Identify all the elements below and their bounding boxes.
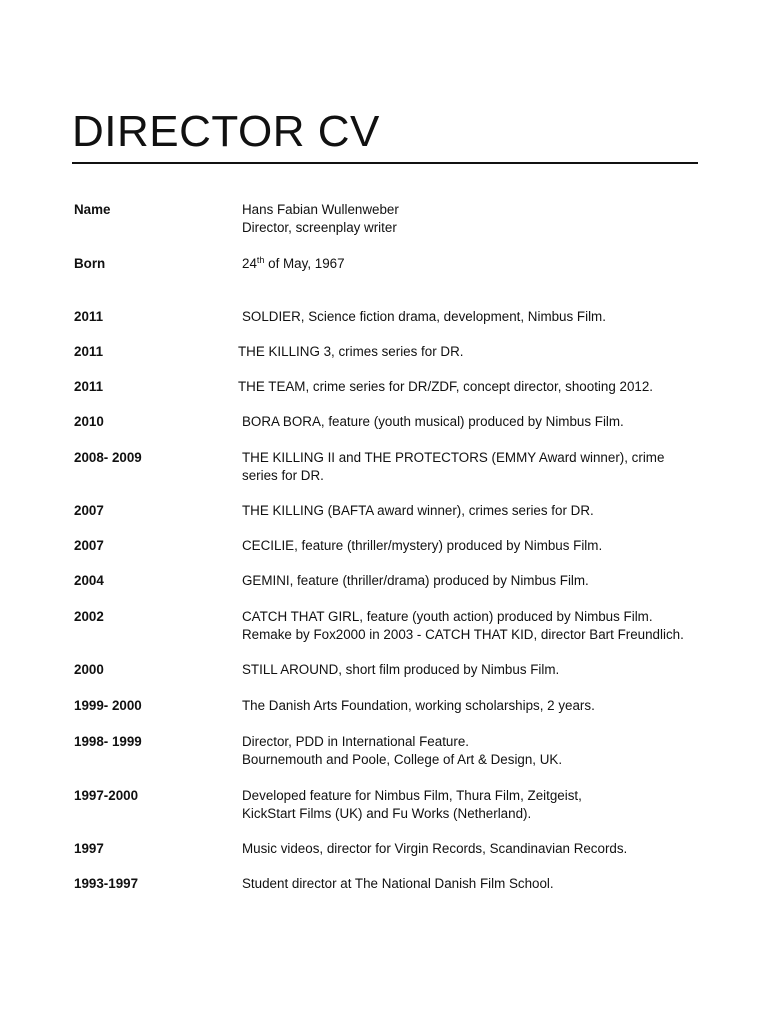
cv-row-name (74, 201, 714, 237)
cv-value: THE KILLING II and THE PROTECTORS (EMMY Award winner), crime series for DR. (242, 450, 665, 483)
cv-label: 1999- 2000 (74, 698, 142, 713)
cv-label: 2004 (74, 573, 104, 588)
cv-value: Developed feature for Nimbus Film, Thura Film, Zeitgeist, KickStart Films (UK) and Fu Works (Netherland). (242, 788, 582, 821)
cv-value: BORA BORA, feature (youth musical) produced by Nimbus Film. (242, 414, 624, 429)
cv-value: CECILIE, feature (thriller/mystery) produced by Nimbus Film. (242, 538, 603, 553)
cv-value: THE TEAM, crime series for DR/ZDF, concept director, shooting 2012. (238, 379, 654, 394)
cv-label: 2007 (74, 503, 104, 518)
cv-value: The Danish Arts Foundation, working scholarships, 2 years. (242, 698, 595, 713)
cv-row (74, 378, 714, 396)
cv-label: 1998- 1999 (74, 734, 142, 749)
cv-label: Name (74, 202, 111, 217)
cv-row-born (74, 255, 714, 273)
cv-label: 2000 (74, 662, 104, 677)
cv-row (74, 608, 714, 644)
title-divider (72, 162, 698, 164)
cv-label: 2011 (74, 344, 104, 359)
cv-label: 2010 (74, 414, 104, 429)
cv-row (74, 413, 714, 431)
cv-label: 2008- 2009 (74, 450, 142, 465)
born-day: 24 (242, 256, 257, 271)
cv-row (74, 875, 714, 893)
cv-value: THE KILLING (BAFTA award winner), crimes series for DR. (242, 503, 594, 518)
cv-row (74, 733, 714, 769)
cv-list (74, 201, 714, 893)
cv-value: CATCH THAT GIRL, feature (youth action) produced by Nimbus Film. Remake by Fox2000 in 2003 - CATCH THAT KID, director Bart Freundlich. (242, 609, 684, 642)
cv-row (74, 308, 714, 326)
cv-row (74, 572, 714, 590)
born-day-suffix: th (256, 255, 265, 265)
cv-row (74, 343, 714, 361)
cv-value: Student director at The National Danish Film School. (242, 876, 554, 891)
cv-row (74, 449, 714, 485)
cv-row (74, 502, 714, 520)
cv-value: Director, PDD in International Feature. Bournemouth and Poole, College of Art & Design, UK. (242, 734, 563, 767)
cv-label: Born (74, 256, 106, 271)
cv-value (242, 255, 714, 273)
page-title: DIRECTOR CV (72, 107, 380, 156)
cv-label: 2011 (74, 309, 104, 324)
cv-row (74, 697, 714, 715)
cv-value: Music videos, director for Virgin Records, Scandinavian Records. (242, 841, 628, 856)
cv-row (74, 537, 714, 555)
born-rest: of May, 1967 (264, 256, 345, 271)
cv-value: SOLDIER, Science fiction drama, development, Nimbus Film. (242, 309, 606, 324)
cv-label: 2007 (74, 538, 104, 553)
cv-row (74, 661, 714, 679)
cv-row (74, 787, 714, 823)
cv-label: 1997 (74, 841, 104, 856)
cv-value: THE KILLING 3, crimes series for DR. (238, 344, 464, 359)
cv-value: STILL AROUND, short film produced by Nimbus Film. (242, 662, 560, 677)
cv-label: 1997-2000 (74, 788, 139, 803)
cv-label: 2002 (74, 609, 104, 624)
cv-label: 2011 (74, 379, 104, 394)
cv-value: GEMINI, feature (thriller/drama) produced by Nimbus Film. (242, 573, 589, 588)
cv-value: Hans Fabian Wullenweber Director, screenplay writer (242, 202, 399, 235)
cv-label: 1993-1997 (74, 876, 139, 891)
cv-row (74, 840, 714, 858)
